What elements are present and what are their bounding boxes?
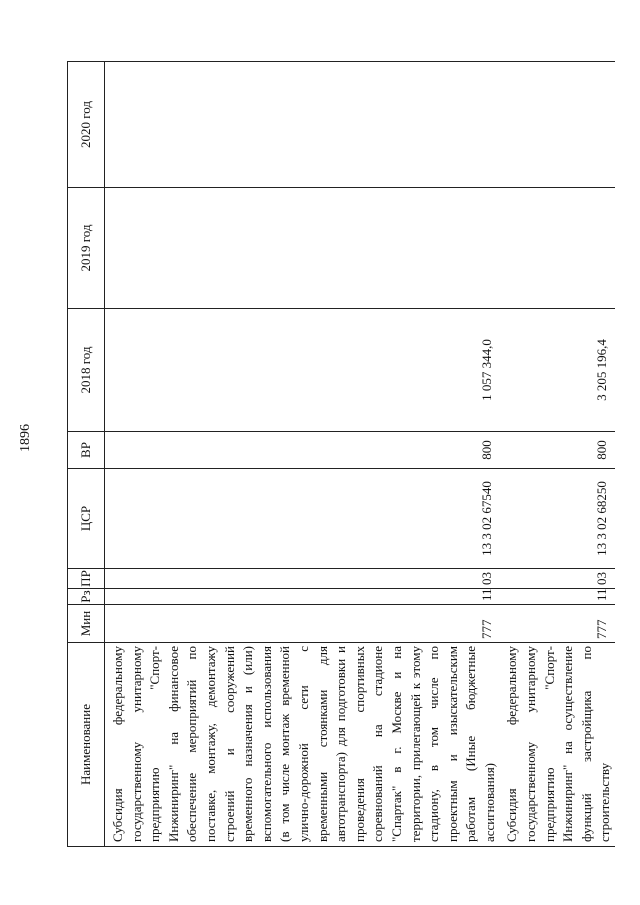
rotated-page-content: [67, 62, 627, 847]
header-2020: 2020 год: [68, 62, 105, 188]
row-2019: [499, 188, 615, 309]
page-number: 1896: [18, 424, 33, 452]
row-pr: 03: [499, 569, 615, 589]
row-2019: [105, 188, 500, 309]
header-pr: ПР: [68, 569, 105, 589]
row-2018: 1 057 344,0: [105, 309, 500, 432]
header-rz: Рз: [68, 589, 105, 605]
row-2020: [105, 62, 500, 188]
row-csr: 13 3 02 68250: [499, 469, 615, 569]
row-pr: 03: [105, 569, 500, 589]
header-csr: ЦСР: [68, 469, 105, 569]
row-min: 777: [499, 605, 615, 643]
header-name: Наименование: [68, 643, 105, 847]
row-rz: 11: [105, 589, 500, 605]
header-min: Мин: [68, 605, 105, 643]
row-vr: 800: [105, 432, 500, 469]
row-vr: 800: [499, 432, 615, 469]
table-row: [105, 62, 500, 847]
row-2018: 3 205 196,4: [499, 309, 615, 432]
row-name: Субсидия федеральному государственному унитарному предприятию "Спорт-Инжиниринг" на осуществление функций застройщика по строительству: [499, 643, 615, 847]
row-min: 777: [105, 605, 500, 643]
header-2018: 2018 год: [68, 309, 105, 432]
table-header-row: [68, 62, 105, 847]
row-name: Субсидия федеральному государственному унитарному предприятию "Спорт-Инжиниринг" на финансовое обеспечение мероприятий по поставке, монтажу, демонтажу строений и сооружений временного назначения и (или) вспомогательного использования (в том числе монтаж временной улично-дорожной сети с временными стоянками для автотранспорта) для подготовки и проведения спортивных соревнований на стадионе "Спартак" в г. Москве и на территории, прилегающей к этому стадиону, в том числе по проектным и изыскательским работам (Иные бюджетные ассигнования): [105, 643, 500, 847]
row-2020: [499, 62, 615, 188]
header-vr: ВР: [68, 432, 105, 469]
row-csr: 13 3 02 67540: [105, 469, 500, 569]
budget-table: [67, 61, 615, 847]
table-row: [499, 62, 615, 847]
row-rz: 11: [499, 589, 615, 605]
header-2019: 2019 год: [68, 188, 105, 309]
